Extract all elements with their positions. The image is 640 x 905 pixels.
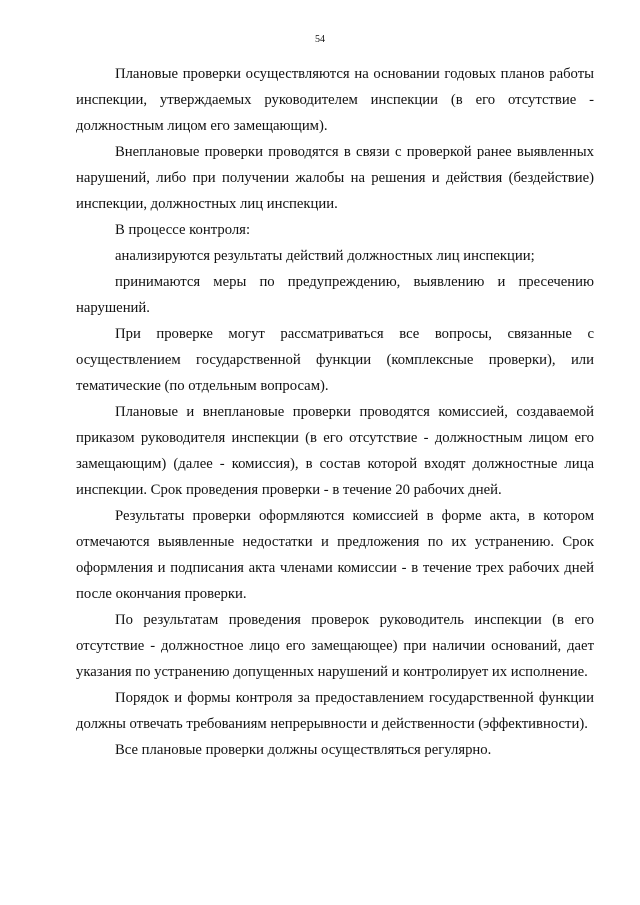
paragraph-planned-inspections: Плановые проверки осуществляются на основании годовых планов работы инспекции, утверждаемых руководителем инспекции (в его отсутствие - должностным лицом его замещающим).: [76, 66, 594, 134]
paragraph-control-measures: принимаются меры по предупреждению, выявлению и пресечению нарушений.: [76, 274, 594, 316]
paragraph-control-analysis: анализируются результаты действий должностных лиц инспекции;: [115, 248, 535, 264]
paragraph-inspection-follow-up: По результатам проведения проверок руководитель инспекции (в его отсутствие - должностное лицо его замещающее) при наличии оснований, дает указания по устранению допущенных нарушений и контролирует их исполнение.: [76, 612, 594, 680]
paragraph-control-requirements: Порядок и формы контроля за предоставлением государственной функции должны отвечать требованиям непрерывности и действенности (эффективности).: [76, 690, 594, 732]
page-number: 54: [315, 34, 325, 45]
paragraph-regular-inspections: Все плановые проверки должны осуществляться регулярно.: [115, 742, 492, 758]
paragraph-inspection-scope: При проверке могут рассматриваться все вопросы, связанные с осуществлением государственной функции (комплексные проверки), или тематические (по отдельным вопросам).: [76, 326, 594, 394]
paragraph-unplanned-inspections: Внеплановые проверки проводятся в связи с проверкой ранее выявленных нарушений, либо при получении жалобы на решения и действия (бездействие) инспекции, должностных лиц инспекции.: [76, 144, 594, 212]
paragraph-control-intro: В процессе контроля:: [115, 222, 251, 238]
document-body: [76, 61, 594, 763]
paragraph-inspection-commission: Плановые и внеплановые проверки проводятся комиссией, создаваемой приказом руководителя инспекции (в его отсутствие - должностным лицом его замещающим) (далее - комиссия), в состав которой входят должностные лица инспекции. Срок проведения проверки - в течение 20 рабочих дней.: [76, 404, 594, 498]
paragraph-inspection-results: Результаты проверки оформляются комиссией в форме акта, в котором отмечаются выявленные недостатки и предложения по их устранению. Срок оформления и подписания акта членами комиссии - в течение трех рабочих дней после окончания проверки.: [76, 508, 594, 602]
